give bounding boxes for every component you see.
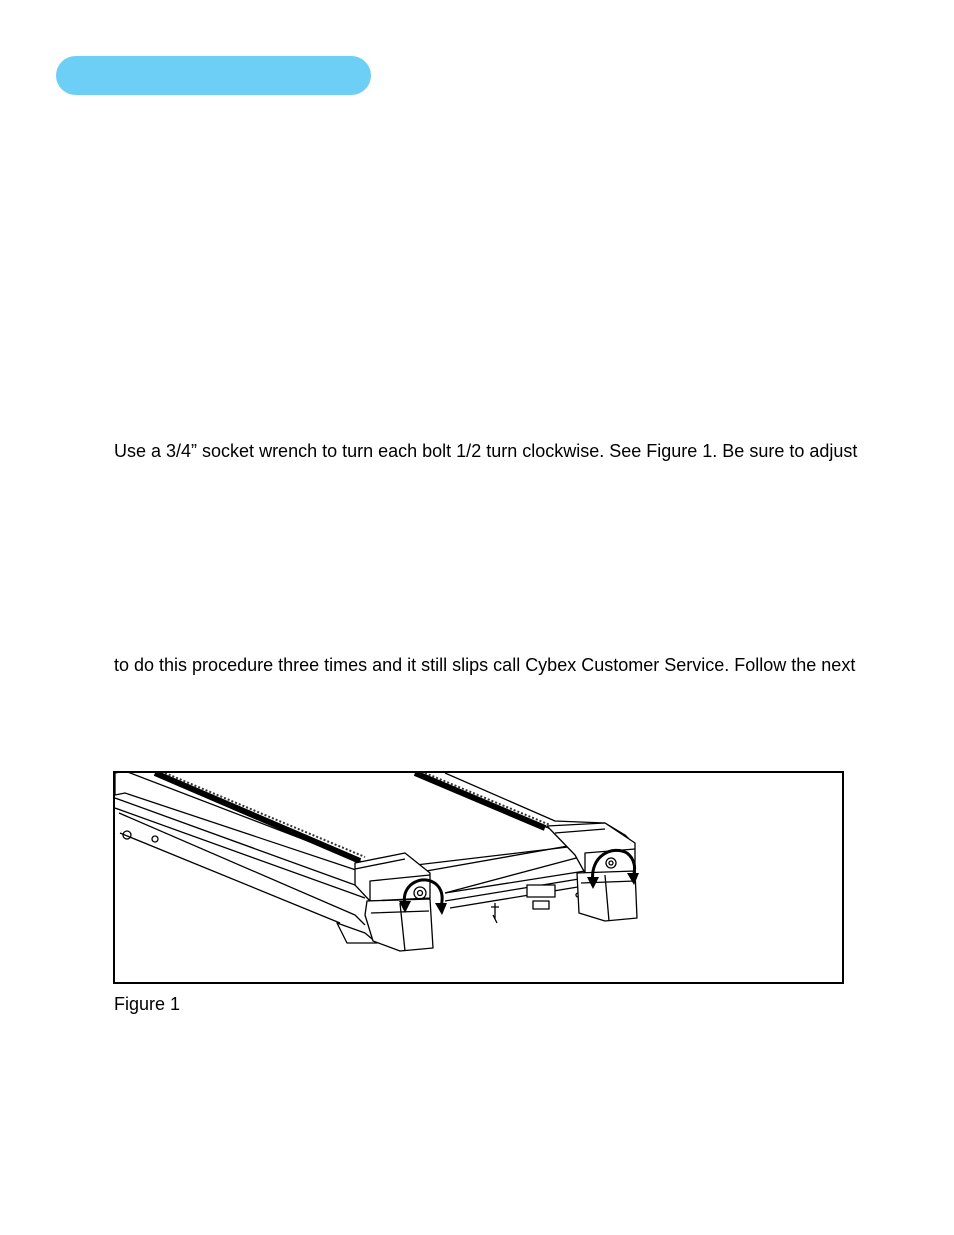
figure-1-frame (113, 771, 844, 984)
figure-caption: Figure 1 (114, 994, 181, 1014)
instruction-line-1: Use a 3/4” socket wrench to turn each bolt 1/2 turn clockwise. See Figure 1. Be sure to adjust (114, 441, 858, 461)
section-header-bar (56, 56, 371, 95)
treadmill-rear-illustration (115, 773, 842, 982)
instruction-line-2: to do this procedure three times and it still slips call Cybex Customer Service. Follow the next (114, 655, 856, 675)
